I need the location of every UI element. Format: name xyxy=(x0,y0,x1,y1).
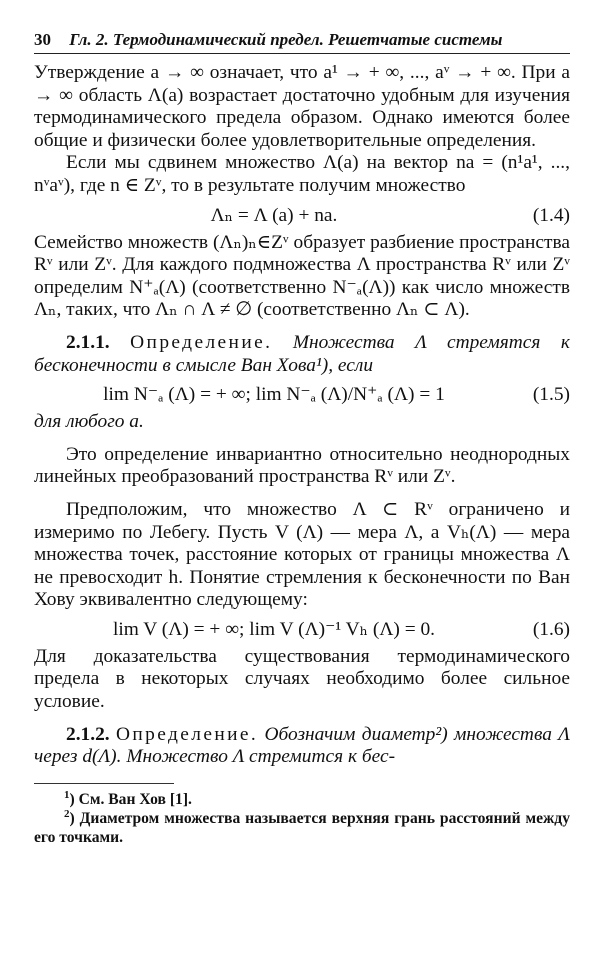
header-rule xyxy=(34,53,570,54)
equation-expression: lim V (Λ) = + ∞; lim V (Λ)⁻¹ Vₕ (Λ) = 0. xyxy=(112,618,436,640)
definition-number: 2.1.1. xyxy=(66,331,110,353)
paragraph-stronger-condition: Для доказательства существования термодинамического предела в некоторых случаях необходимо более сильное условие. xyxy=(34,645,570,713)
equation-1-4 xyxy=(34,202,570,230)
equation-number: (1.6) xyxy=(532,618,570,640)
equation-number: (1.4) xyxy=(532,204,570,226)
definition-text: Обозначим диаметр²) множества Λ через d(Λ). Множество Λ стремится к бес- xyxy=(34,723,570,768)
paragraph-statement: Утверждение a → ∞ означает, что a¹ → + ∞, ..., aᵛ → + ∞. При a → ∞ область Λ(a) возрастает достаточно удобным для изучения термодинамического предела образом. Однако имеются более общие и физически более удовлетворительные определения. xyxy=(34,62,570,151)
footnote-2 xyxy=(34,809,570,847)
paragraph-lebesgue: Предположим, что множество Λ ⊂ Rᵛ ограничено и измеримо по Лебегу. Пусть V (Λ) — мера Λ, а Vₕ(Λ) — мера множества точек, расстояние которых от границы множества Λ не превосходит h. Понятие стремления к бесконечности по Ван Хову эквивалентно следующему: xyxy=(34,498,570,611)
equation-1-6 xyxy=(34,616,570,644)
footnote-text: ) См. Ван Хов [1]. xyxy=(69,790,192,808)
definition-number: 2.1.2. xyxy=(66,723,110,745)
footnote-1 xyxy=(34,790,570,809)
definition-2-1-2 xyxy=(34,724,570,769)
definition-word: Определение. xyxy=(115,723,259,745)
footnote-text: ) Диаметром множества называется верхняя грань расстояний между его точками. xyxy=(34,809,570,846)
page-number: 30 xyxy=(34,30,51,49)
running-header xyxy=(34,30,570,50)
definition-word: Определение. xyxy=(130,331,273,353)
definition-text: Множества Λ стремятся к бесконечности в смысле Ван Хова¹), если xyxy=(34,331,570,376)
paragraph-family: Семейство множеств (Λₙ)ₙ∈Zᵛ образует разбиение пространства Rᵛ или Zᵛ. Для каждого подмножества Λ пространства Rᵛ или Zᵛ определим N⁺ₐ(Λ) (соответственно N⁻ₐ(Λ)) как число множеств Λₙ, таких, что Λₙ ∩ Λ ≠ ∅ (соответственно Λₙ ⊂ Λ). xyxy=(34,231,570,321)
paragraph-invariance: Это определение инвариантно относительно неоднородных линейных преобразований пространства Rᵛ или Zᵛ. xyxy=(34,443,570,488)
paragraph-shift: Если мы сдвинем множество Λ(a) на вектор na = (n¹a¹, ..., nᵛaᵛ), где n ∈ Zᵛ, то в результате получим множество xyxy=(34,152,570,196)
equation-1-5 xyxy=(34,381,570,409)
equation-expression: lim N⁻ₐ (Λ) = + ∞; lim N⁻ₐ (Λ)/N⁺ₐ (Λ) = 1 xyxy=(103,384,445,406)
equation-expression: Λₙ = Λ (a) + na. xyxy=(210,204,338,226)
running-title: Гл. 2. Термодинамический предел. Решетчатые системы xyxy=(69,30,503,49)
book-page xyxy=(34,30,570,847)
definition-continuation: для любого a. xyxy=(34,411,144,433)
definition-2-1-1 xyxy=(34,332,570,377)
footnote-rule xyxy=(34,783,174,784)
equation-number: (1.5) xyxy=(532,384,570,406)
footnote-mark: 1 xyxy=(64,788,70,801)
footnote-mark: 2 xyxy=(64,807,70,820)
